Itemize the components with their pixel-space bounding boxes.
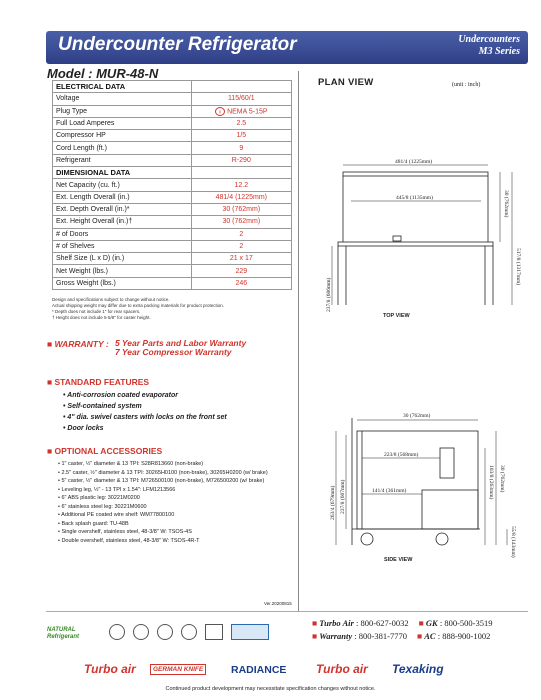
version-label: Ver.20200815 xyxy=(264,601,292,606)
spec-row xyxy=(53,191,292,203)
optional-accessories-list xyxy=(58,460,293,545)
spec-label: Full Load Amperes xyxy=(53,117,192,129)
spec-row xyxy=(53,228,292,240)
spec-notes xyxy=(52,297,224,321)
footer-divider xyxy=(46,611,528,612)
spec-label: Ext. Depth Overall (in.)* xyxy=(53,203,192,215)
spec-label: # of Doors xyxy=(53,228,192,240)
side-dim-h2: 237/8 (607mm) xyxy=(340,479,346,514)
compliant-badge xyxy=(231,624,269,640)
spec-section-row xyxy=(53,81,292,93)
spec-row xyxy=(53,93,292,105)
spec-value: 9 xyxy=(191,142,291,154)
spec-value: 1/5 xyxy=(191,130,291,142)
spec-value: 2.5 xyxy=(191,117,291,129)
spec-label: Net Weight (lbs.) xyxy=(53,265,192,277)
spec-row xyxy=(53,154,292,166)
spec-row xyxy=(53,240,292,252)
side-view-caption: SIDE VIEW xyxy=(384,557,413,563)
feature-item: • 4" dia. swivel casters with locks on the front set xyxy=(63,414,227,421)
accessory-item: • 2.5" caster, ½" diameter & 13 TPI: 30265H0100 (non-brake), 30265H0200 (w/ brake) xyxy=(58,469,268,476)
spec-value: 2 xyxy=(191,228,291,240)
spec-value: 115/60/1 xyxy=(191,93,291,105)
accessory-item: • 1" caster, ½" diameter & 13 TPI: S28R813660 (non-brake) xyxy=(58,461,204,467)
brand-turbo-air-2: Turbo air xyxy=(316,662,368,676)
spec-value: 30 (762mm) xyxy=(191,216,291,228)
side-dim-h1: 263/4 (679mm) xyxy=(330,485,336,520)
optional-accessories-title: ■ OPTIONAL ACCESSORIES xyxy=(47,446,163,456)
plug-icon: |I xyxy=(215,107,225,116)
warranty-block: ■ WARRANTY : 5 Year Parts and Labor Warranty 7 Year Compressor Warranty xyxy=(47,339,109,349)
brand-german-knife: GERMAN KNIFE xyxy=(150,664,206,675)
top-view-cabinet-back xyxy=(343,172,488,176)
spec-value: 30 (762mm) xyxy=(191,203,291,215)
etl-logo xyxy=(157,624,173,640)
warranty-label: WARRANTY : xyxy=(54,339,109,349)
standard-features-list xyxy=(63,390,227,434)
top-dim-depth: 30 (762mm) xyxy=(503,190,509,218)
series-line-1: Undercounters xyxy=(458,34,520,45)
spec-value xyxy=(191,167,291,179)
spec-row xyxy=(53,142,292,154)
spec-label: DIMENSIONAL DATA xyxy=(53,167,192,179)
note-line: * Depth does not include 1" for rear spacers. xyxy=(52,309,141,314)
side-dim-h4: 30 (762mm) xyxy=(499,465,505,493)
spec-row xyxy=(53,117,292,129)
accessory-item: • Back splash guard: TU-48B xyxy=(58,520,129,527)
spec-row xyxy=(53,105,292,117)
accessory-item: • Leveling leg, ½" - 13 TPI x 1.54": LFM1213566 xyxy=(58,486,176,493)
spec-label: Voltage xyxy=(53,93,192,105)
feature-item: • Anti-corrosion coated evaporator xyxy=(63,392,178,399)
accessory-item: • 6" ABS plastic leg: 30221M0200 xyxy=(58,495,140,501)
texas-logo xyxy=(205,624,223,640)
spec-row xyxy=(53,253,292,265)
top-view-front xyxy=(338,242,493,246)
accessory-item: • Double overshelf, stainless steel, 48-3/8" W: TSOS-4R-T xyxy=(58,537,200,544)
contact-info xyxy=(312,617,493,642)
spec-label: # of Shelves xyxy=(53,240,192,252)
spec-row xyxy=(53,277,292,289)
spec-label: Net Capacity (cu. ft.) xyxy=(53,179,192,191)
side-view-cabinet xyxy=(357,431,478,529)
top-dim-door: 237/8 (606mm) xyxy=(326,277,332,312)
spec-row xyxy=(53,203,292,215)
spec-value: |I NEMA 5-15P xyxy=(191,105,291,117)
contact-line xyxy=(312,617,493,630)
top-dim-width: 481/4 (1225mm) xyxy=(395,159,433,165)
unit-label: (unit : inch) xyxy=(452,82,481,88)
intertek-logo-2 xyxy=(133,624,149,640)
natural-refrigerant-logo: NATURAL Refrigerant xyxy=(47,627,80,640)
standard-features-title: ■ STANDARD FEATURES xyxy=(47,377,150,387)
brand-bar xyxy=(46,660,528,682)
plan-view-title: PLAN VIEW xyxy=(318,77,374,88)
spec-section-row xyxy=(53,167,292,179)
series-line-2: M3 Series xyxy=(478,46,520,57)
contact-entry: ■ AC : 888-900-1002 xyxy=(416,630,491,641)
technical-drawing xyxy=(300,90,528,570)
spec-value: 481/4 (1225mm) xyxy=(191,191,291,203)
certification-logos xyxy=(47,621,297,649)
contact-entry: ■ Turbo Air : 800-627-0032 xyxy=(312,618,409,628)
ul-logo xyxy=(181,624,197,640)
accessory-item: • 6" stainless steel leg: 30221M0600 xyxy=(58,503,147,510)
note-line: Actual shipping weight may differ due to extra packing materials for product protection. xyxy=(52,303,225,308)
contact-entry: ■ Warranty : 800-381-7770 xyxy=(312,630,407,641)
spec-row xyxy=(53,130,292,142)
warranty-parts: 5 Year Parts and Labor Warranty xyxy=(115,338,247,348)
spec-label: ELECTRICAL DATA xyxy=(53,81,192,93)
spec-label: Ext. Height Overall (in.)† xyxy=(53,216,192,228)
intertek-logo xyxy=(109,624,125,640)
accessory-item: • Single overshelf, stainless steel, 48-3/8" W: TSOS-4S xyxy=(58,529,192,535)
page-header xyxy=(46,31,528,64)
model-number: Model : MUR-48-N xyxy=(47,66,159,81)
brand-radiance: RADIANCE xyxy=(231,664,287,676)
contact-line xyxy=(312,630,493,643)
series-label xyxy=(458,34,520,58)
spec-value: 229 xyxy=(191,265,291,277)
spec-value: R-290 xyxy=(191,154,291,166)
spec-row xyxy=(53,179,292,191)
top-dim-inner: 445/8 (1135mm) xyxy=(396,195,433,201)
spec-label: Gross Weight (lbs.) xyxy=(53,277,192,289)
spec-label: Ext. Length Overall (in.) xyxy=(53,191,192,203)
spec-row xyxy=(53,265,292,277)
accessory-item: • 5" caster, ½" diameter & 13 TPI: M726500100 (non-brake), M726500200 (w/ brake) xyxy=(58,478,265,484)
spec-label: Shelf Size (L x D) (in.) xyxy=(53,253,192,265)
spec-value: 2 xyxy=(191,240,291,252)
spec-label: Compressor HP xyxy=(53,130,192,142)
spec-value xyxy=(191,81,291,93)
contact-entry: ■ GK : 800-500-3519 xyxy=(418,618,493,628)
brand-turbo-air: Turbo air xyxy=(84,662,136,676)
spec-value: 246 xyxy=(191,277,291,289)
top-dim-open: 517/8 (1317mm) xyxy=(515,248,521,286)
brand-texaking: Texaking xyxy=(392,662,444,676)
side-dim-b: 141/4 (361mm) xyxy=(372,488,407,494)
side-dim-caster: 55/8 (143mm) xyxy=(510,526,516,558)
note-line: Design and specifications subject to change without notice. xyxy=(52,297,170,302)
spec-value: 21 x 17 xyxy=(191,253,291,265)
accessory-item: • Additional PE coated wire shelf: WM77800100 xyxy=(58,512,175,518)
spec-table xyxy=(52,80,292,290)
spec-label: Cord Length (ft.) xyxy=(53,142,192,154)
feature-item: • Self-contained system xyxy=(63,403,142,410)
spec-value: 12.2 xyxy=(191,179,291,191)
note-line: † Height does not include 5-5/8" for caster height. xyxy=(52,315,151,320)
side-dim-h3: 103/8 (263mm) xyxy=(488,465,494,500)
page-title: Undercounter Refrigerator xyxy=(58,34,297,55)
side-dim-a: 223/8 (568mm) xyxy=(384,452,419,458)
top-view-caption: TOP VIEW xyxy=(383,313,410,319)
spec-label: Refrigerant xyxy=(53,154,192,166)
footer-disclaimer: Continued product development may necessitate specification changes without notice. xyxy=(165,686,376,692)
spec-label: Plug Type xyxy=(53,105,192,117)
spec-row xyxy=(53,216,292,228)
feature-item: • Door locks xyxy=(63,425,104,432)
warranty-compressor: 7 Year Compressor Warranty xyxy=(115,347,232,357)
side-dim-depth: 30 (762mm) xyxy=(403,413,431,419)
